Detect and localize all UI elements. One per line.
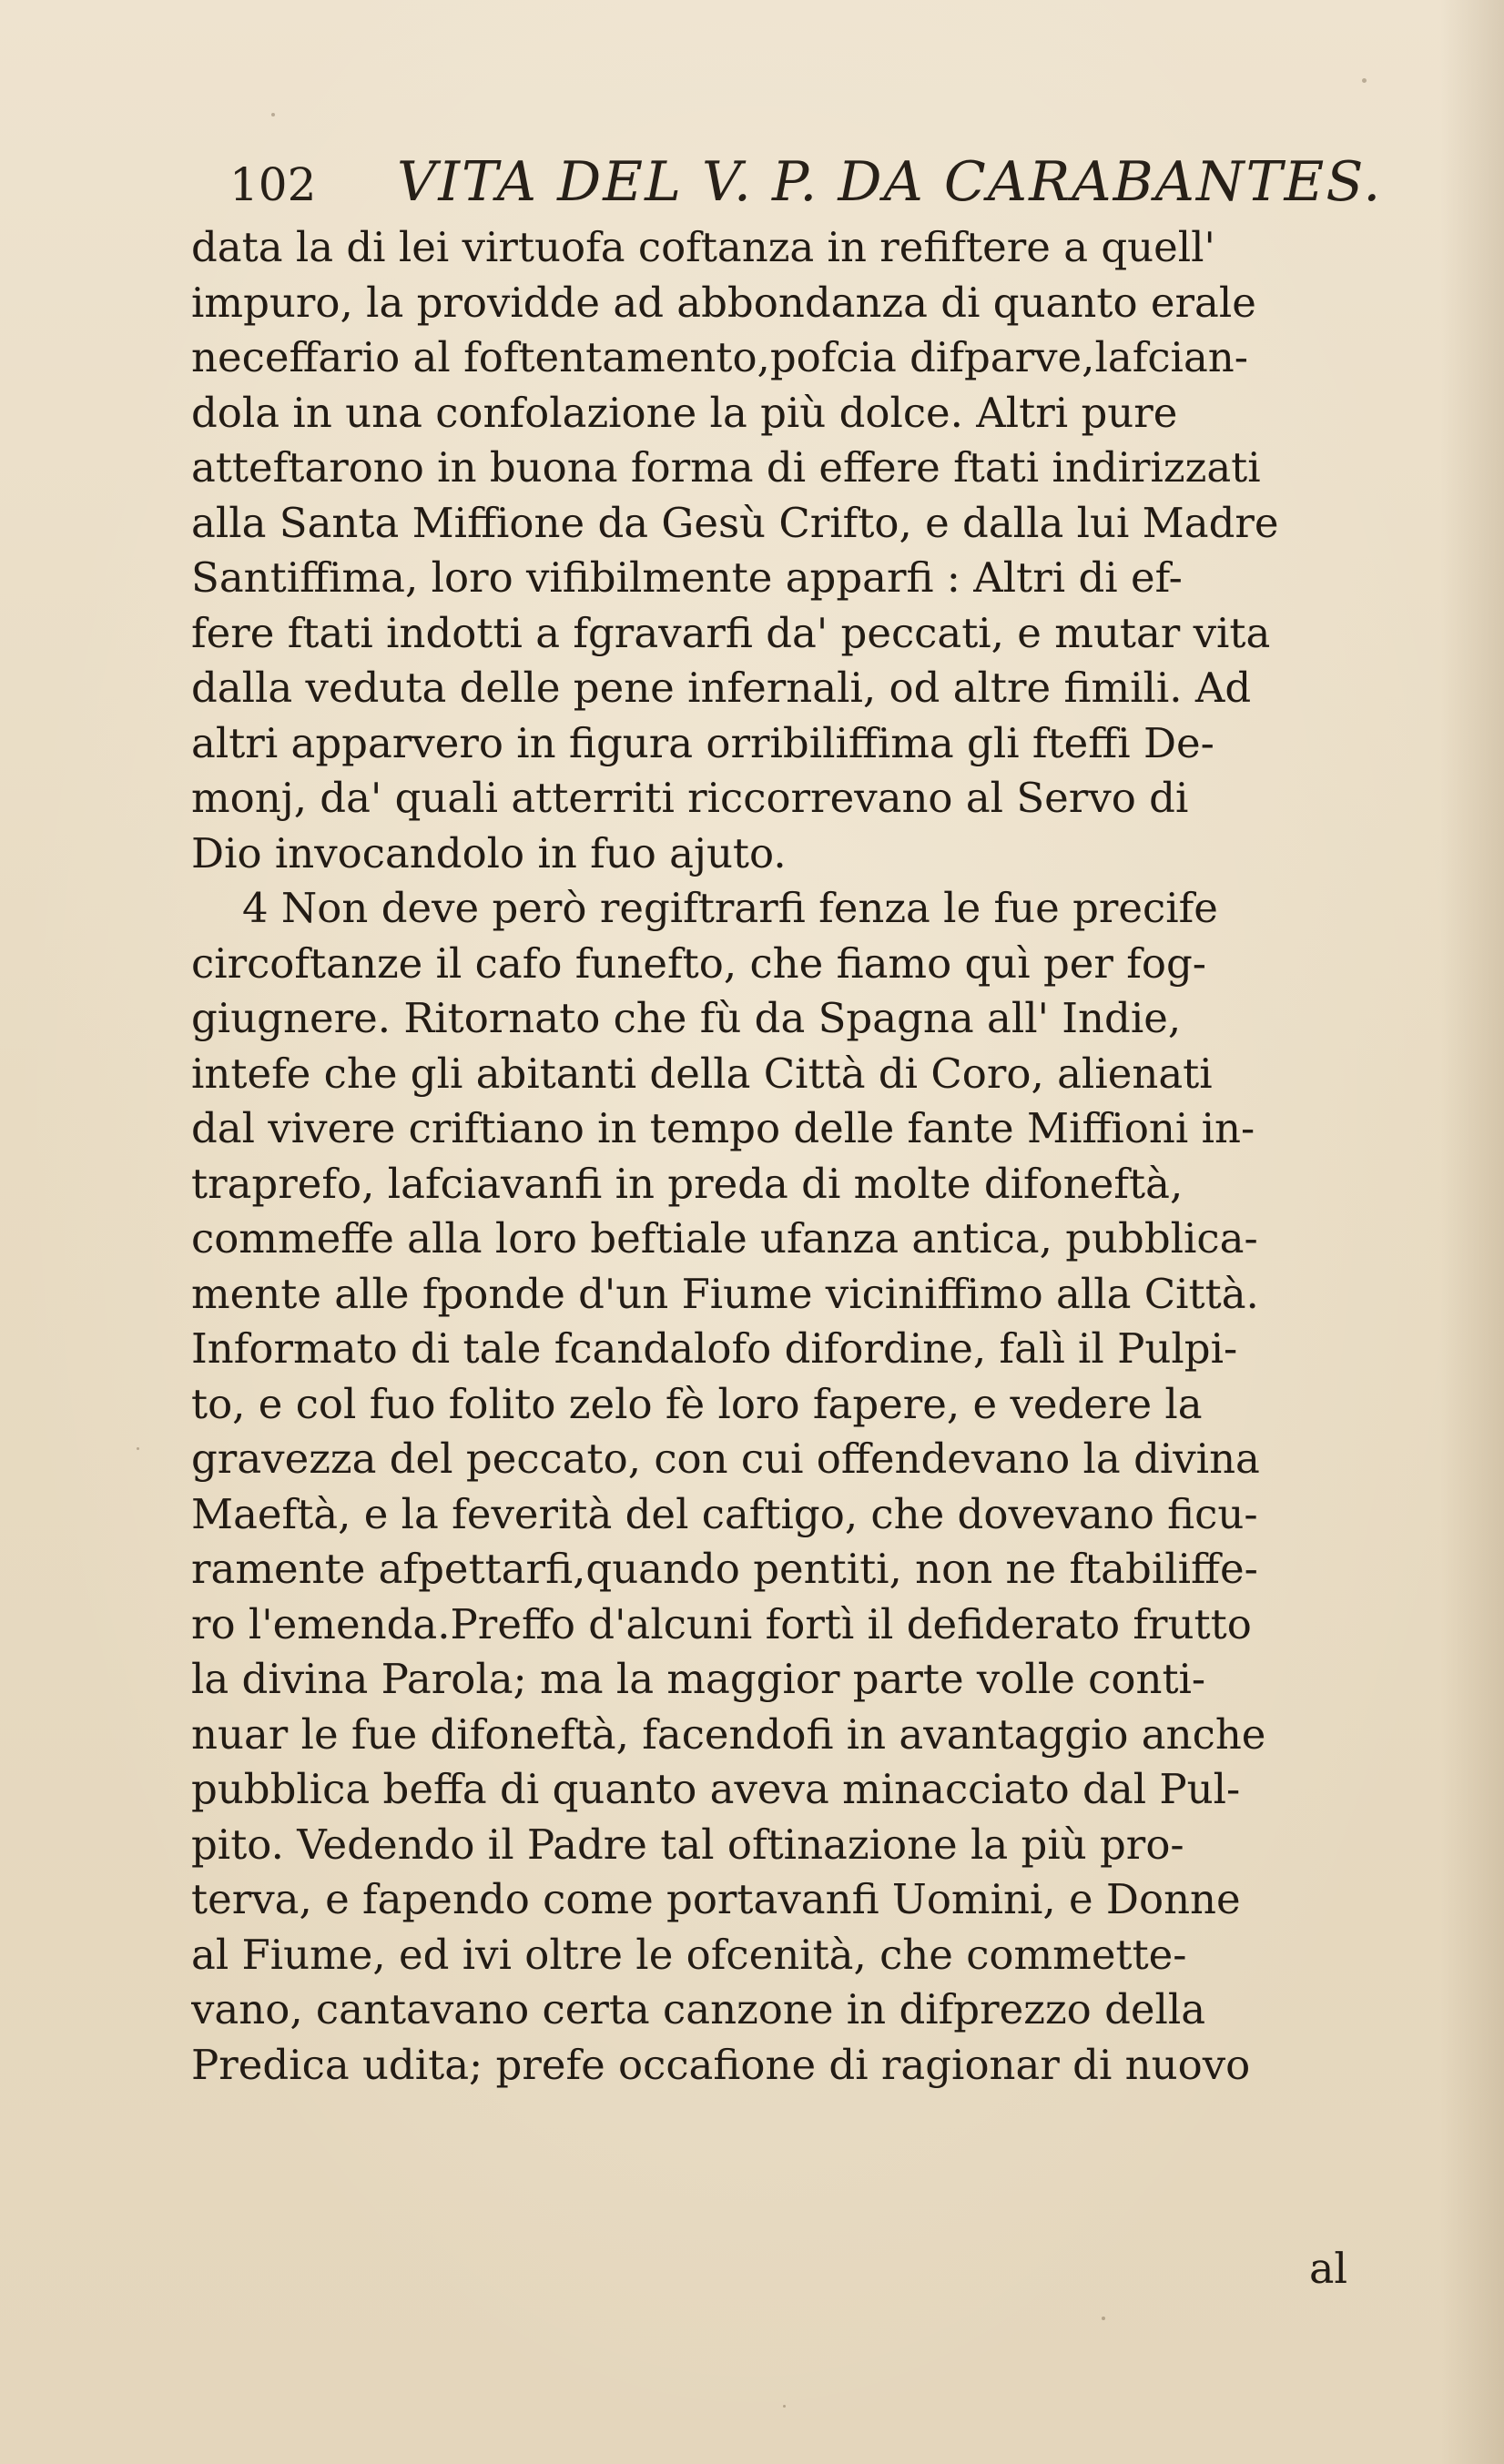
body-text [191,220,1484,2093]
text-line: monj, da' quali atterriti riccorrevano al Servo di [191,774,1189,822]
text-line: intefe che gli abitanti della Città di Coro, alienati [191,1049,1213,1098]
text-line: al Fiume, ed ivi oltre le ofcenità, che commette- [191,1930,1187,1979]
text-line: nuar le fue difoneftà, facendofi in avantaggio anche [191,1709,1266,1759]
page-header [218,150,1457,223]
text-line: terva, e fapendo come portavanfi Uomini, e Donne [191,1875,1241,1923]
paper-speck [1102,2317,1105,2320]
text-line: la divina Parola; ma la maggior parte volle conti- [191,1655,1206,1703]
text-line: to, e col fuo folito zelo fè loro fapere, e vedere la [191,1379,1203,1428]
text-line: fere ftati indotti a fgravarfi da' peccati, e mutar vita [191,608,1271,657]
text-line: pito. Vedendo il Padre tal oftinazione la più pro- [191,1820,1184,1869]
text-line: giugnere. Ritornato che fù da Spagna all' Indie, [191,994,1182,1042]
text-line: circoftanze il cafo funefto, che fiamo quì per fog- [191,938,1206,988]
text-line: Santiffima, loro vifibilmente apparfi : Altri di ef- [191,553,1183,602]
text-line: Maeftà, e la feverità del caftigo, che dovevano ficu- [191,1489,1258,1538]
text-line: commeffe alla loro beftiale ufanza antica, pubblica- [191,1214,1258,1262]
text-line: vano, cantavano certa canzone in difprezzo della [191,1985,1206,2033]
text-line: Predica udita; prefe occafione di ragionar di nuovo [191,2040,1251,2089]
text-line: ro l'emenda.Preffo d'alcuni fortì il defiderato frutto [191,1599,1252,1648]
text-line: alla Santa Miffione da Gesù Crifto, e dalla lui Madre [191,498,1279,547]
paper-speck [137,1447,139,1450]
text-line: traprefo, lafciavanfi in preda di molte difoneftà, [191,1159,1184,1208]
text-line: dalla veduta delle pene infernali, od altre fimili. Ad [191,664,1252,712]
text-line: dola in una confolazione la più dolce. Altri pure [191,388,1178,437]
paragraph-start-line: 4 Non deve però regiftrarfi fenza le fue precife [242,884,1218,932]
paper-speck [271,113,275,117]
catchword: al [1309,2244,1348,2293]
text-line: impuro, la providde ad abbondanza di quanto erale [191,278,1256,327]
text-line: pubblica beffa di quanto aveva minacciato dal Pul- [191,1765,1241,1813]
text-line: ramente afpettarfi,quando pentiti, non ne ftabiliffe- [191,1545,1258,1593]
text-line: Dio invocandolo in fuo ajuto. [191,828,787,877]
text-line: Informato di tale fcandalofo difordine, falì il Pulpi- [191,1324,1238,1373]
text-line: neceffario al foftentamento,pofcia difparve,lafcian- [191,333,1248,381]
text-line: dal vivere criftiano in tempo delle fante Miffioni in- [191,1104,1255,1152]
running-head: VITA DEL V. P. DA CARABANTES. [397,150,1383,214]
text-line: data la di lei virtuofa coftanza in refiftere a quell' [191,223,1215,271]
text-line: gravezza del peccato, con cui offendevano la divina [191,1435,1260,1483]
page-number: 102 [229,158,317,211]
paper-speck [783,2405,786,2408]
text-line: altri apparvero in figura orribiliffima gli fteffi De- [191,718,1214,767]
text-line: atteftarono in buona forma di effere ftati indirizzati [191,443,1261,492]
paper-speck [1362,78,1367,83]
text-line: mente alle fponde d'un Fiume viciniffimo alla Città. [191,1269,1259,1318]
